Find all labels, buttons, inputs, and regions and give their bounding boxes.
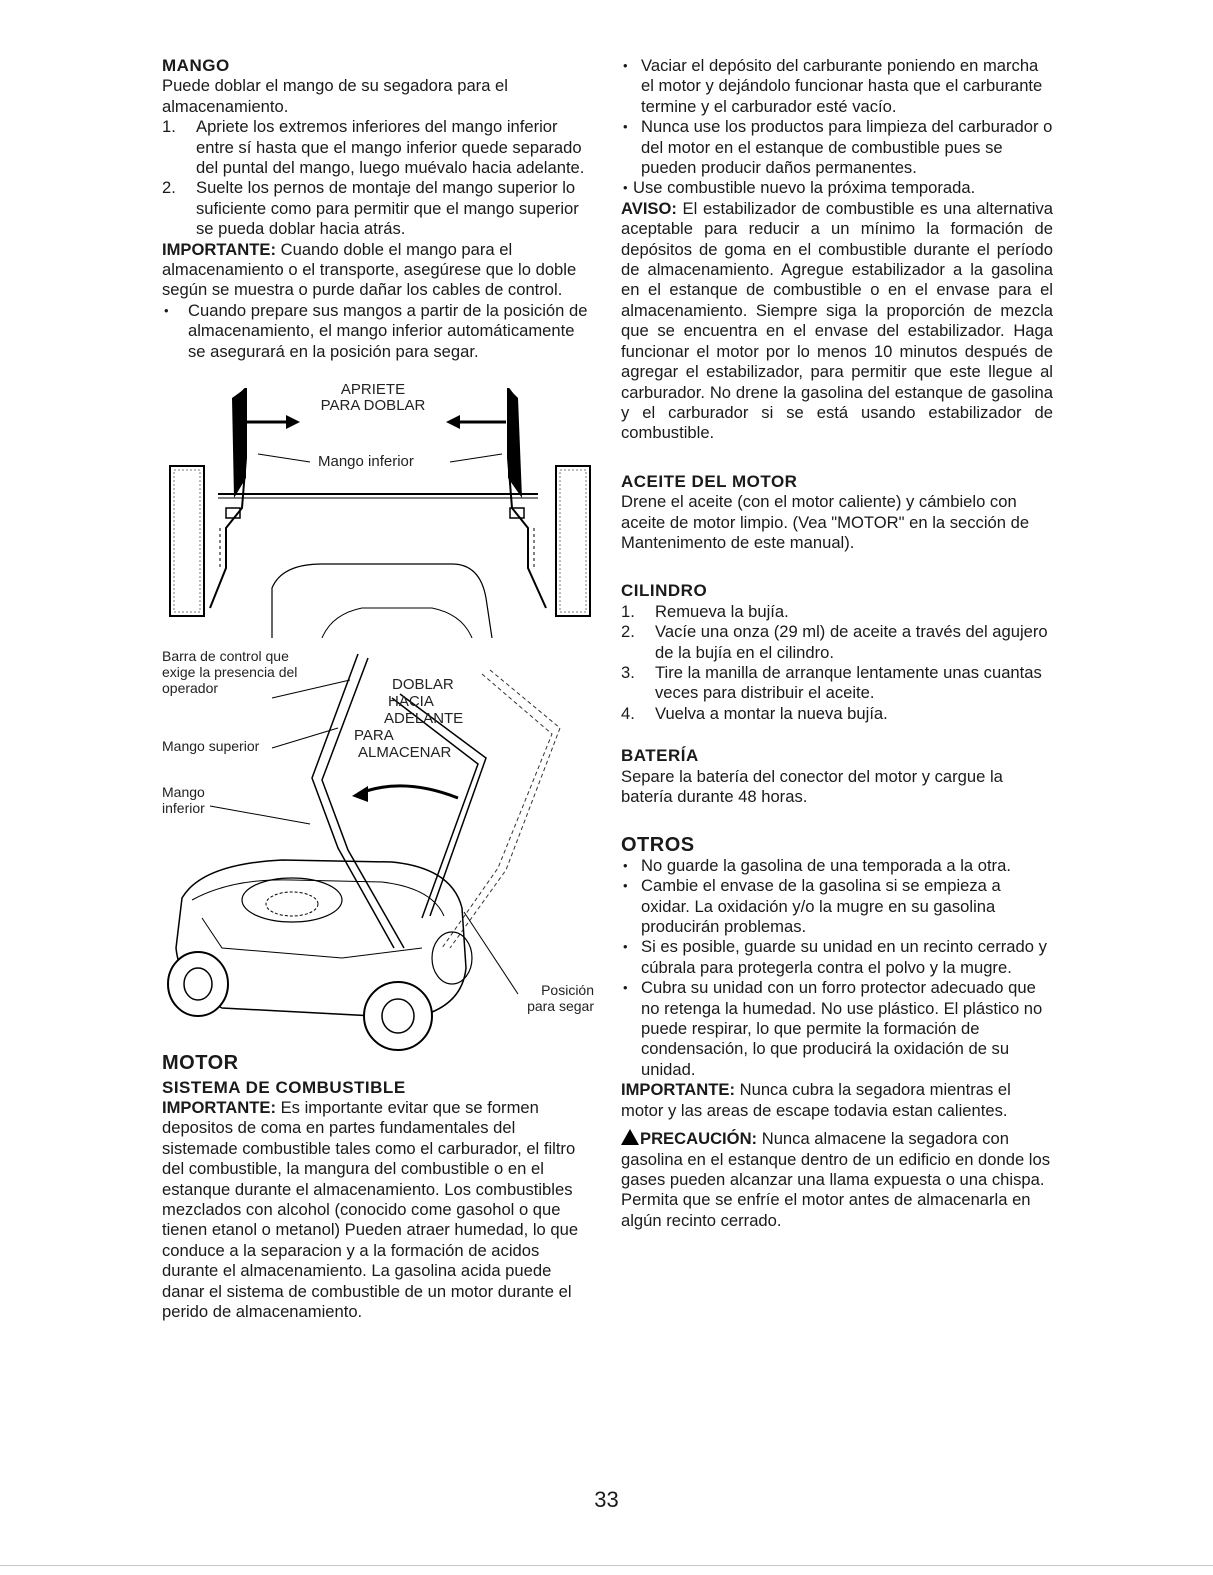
cilindro-step (621, 602, 1053, 622)
step-text: Tire la manilla de arranque lentamente unas cuantas veces para distribuir el aceite. (655, 662, 1042, 703)
warning-icon (621, 1129, 639, 1145)
otros-bullet (621, 876, 1053, 937)
right-column (621, 56, 1053, 1231)
precaucion-label: PRECAUCIÓN: (640, 1129, 758, 1149)
motor-heading: MOTOR (162, 1052, 239, 1075)
sistema-text: Es importante evitar que se formen depositos de coma en partes fundamentales del sistemade combustible tales como el carburador, el filtro del combustible, la mangura del combustible o en el estanque durante el almacenamiento. Los combustibles mezclados con alcohol (conocido come gasohol o que tienen etanol o metanol) Pueden atraer humedad, lo que conduce a la separacion y a la formación de acidos durante el almacenamiento. La gasolina acida puede danar el sistema de combustible de un motor durante el perido de almacenamiento. (162, 1097, 579, 1321)
aceite-paragraph: Drene el aceite (con el motor caliente) y cámbielo con aceite de motor limpio. (Vea "MOTOR" en la sección de Mantenimento de este manual). (621, 492, 1030, 552)
bullet-text: Cuando prepare sus mangos a partir de la posición de almacenamiento, el mango inferior automáticamente se asegurará en la posición para segar. (188, 300, 588, 361)
cilindro-heading: CILINDRO (621, 581, 708, 601)
doblar-line: DOBLAR (392, 676, 454, 694)
step-text: Vacíe una onza (29 ml) de aceite a través del agujero de la bujía en el cilindro. (655, 622, 1048, 662)
barra-line: Barra de control que (162, 648, 289, 665)
sistema-paragraph (162, 1098, 594, 1322)
barra-control-label (162, 648, 297, 696)
storage-bullet (621, 56, 1053, 117)
importante-label: IMPORTANTE: (162, 239, 276, 259)
importante-2-label: IMPORTANTE: (621, 1080, 735, 1100)
sistema-heading: SISTEMA DE COMBUSTIBLE (162, 1077, 406, 1097)
handle-squeeze-illustration (162, 388, 602, 638)
mango-heading: MANGO (162, 56, 230, 75)
otros-bullet (621, 856, 1053, 876)
bullet-text: Cambie el envase de la gasolina si se empieza a oxidar. La oxidación y/o la mugre en su gasolina producirán problemas. (641, 876, 1001, 937)
mango-superior-label: Mango superior (162, 738, 260, 755)
handle-squeeze-figure (162, 381, 602, 638)
step-text: Apriete los extremos inferiores del mango inferior entre sí hasta que el mango inferior quede separado del puntal del mango, luego muévalo hacia adelante. (196, 117, 585, 178)
bullet-text: Vaciar el depósito del carburante poniendo en marcha el motor y dejándolo funcionar hasta que el carburante termine y el carburador esté vacío. (641, 56, 1043, 116)
importante-text: Cuando doble el mango para el almacenamiento o el transporte, asegúrese que lo doble según se muestra o purde dañar los cables de control. (162, 239, 577, 300)
step-number: 1. (621, 601, 635, 621)
apriete-line: APRIETE (340, 381, 406, 399)
cilindro-step (621, 622, 1053, 663)
aviso-paragraph (621, 199, 1053, 444)
precaucion-text: Nunca almacene la segadora con gasolina en el estanque dentro de un edificio en donde los gases pueden alcanzar una llama expuesta o una chispa. Permita que se enfríe el motor antes de almacenarla en algún recinto cerrado. (621, 1129, 1050, 1230)
otros-heading: OTROS (621, 834, 695, 857)
doblar-line: HACIA (388, 693, 434, 711)
mango-inferior-label: Mango inferior (318, 453, 414, 471)
bullet-text: Use combustible nuevo la próxima temporada. (633, 178, 976, 198)
posicion-line: para segar (527, 998, 594, 1015)
step-text: Remueva la bujía. (655, 601, 789, 621)
sistema-label: IMPORTANTE: (162, 1097, 276, 1117)
posicion-line: Posición (541, 982, 594, 999)
apriete-label (308, 382, 438, 414)
bullet-text: Cubra su unidad con un forro protector adecuado que no retenga la humedad. No use plástico. El plástico no puede respirar, lo que permite la formación de condensación, lo que producirá la oxidación de su unidad. (641, 978, 1043, 1079)
bottom-rule (0, 1565, 1213, 1566)
step-number: 3. (621, 662, 635, 682)
precaucion-paragraph (621, 1129, 1053, 1231)
page-number: 33 (594, 1487, 619, 1512)
mango-inferior-label-2 (162, 784, 205, 816)
otros-bullet (621, 978, 1053, 1080)
doblar-line: ALMACENAR (358, 744, 452, 762)
aviso-label: AVISO: (621, 198, 677, 218)
step-number: 2. (162, 178, 176, 198)
storage-bullet (621, 178, 1053, 198)
importante-2-text: Nunca cubra la segadora mientras el motor y las areas de escape todavia estan calientes. (621, 1080, 1011, 1120)
doblar-label (354, 676, 463, 761)
cilindro-step (621, 663, 1053, 704)
left-column (162, 56, 594, 1322)
doblar-line: ADELANTE (384, 710, 464, 728)
bullet-text: No guarde la gasolina de una temporada a la otra. (641, 855, 1011, 875)
step-number: 4. (621, 703, 635, 723)
barra-line: exige la presencia del (162, 664, 298, 681)
posicion-label (510, 982, 594, 1014)
apriete-line: PARA DOBLAR (320, 397, 426, 415)
mango-intro: Puede doblar el mango de su segadora para el almacenamiento. (162, 76, 508, 116)
aviso-text: El estabilizador de combustible es una alternativa aceptable para reducir a un mínimo la formación de depósitos de goma en el combustible durante el período de almacenamiento. Agregue estabilizador a la gasolina en el estanque de combustible o en el envase para el almacenamiento. Siempre siga la proporción de mezcla que se encuentra en el envase del estabilizador. Haga funcionar el motor por lo menos 10 minutos después de agregar el estabilizador, para permitir que este llegue al carburador. No drene la gasolina del estanque de gasolina y el carburador si se está usando estabilizador de combustible. (621, 198, 1053, 443)
doblar-line: PARA (354, 727, 394, 745)
step-number: 2. (621, 622, 635, 642)
storage-bullet (621, 117, 1053, 178)
importante-2-paragraph (621, 1080, 1053, 1121)
step-text: Vuelva a montar la nueva bujía. (655, 703, 888, 723)
bateria-heading: BATERÍA (621, 746, 699, 766)
cilindro-step (621, 704, 1053, 724)
step-number: 1. (162, 117, 176, 137)
importante-paragraph (162, 240, 594, 301)
mango-step (162, 178, 594, 239)
bullet-text: Si es posible, guarde su unidad en un recinto cerrado y cúbrala para protegerla contra el polvo y la mugre. (641, 937, 1047, 977)
barra-line: operador (162, 680, 219, 697)
mango-step (162, 117, 594, 178)
bateria-paragraph: Separe la batería del conector del motor y cargue la batería durante 48 horas. (621, 766, 1003, 806)
fold-handle-figure (162, 648, 602, 1053)
bullet-text: Nunca use los productos para limpieza del carburador o del motor en el estanque de combustible pues se pueden producir daños permanentes. (641, 117, 1053, 178)
step-text: Suelte los pernos de montaje del mango superior lo suficiente como para permitir que el mango superior se pueda doblar hacia atrás. (196, 178, 579, 239)
mango-bullet (162, 301, 594, 362)
aceite-heading: ACEITE DEL MOTOR (621, 471, 798, 491)
otros-bullet (621, 937, 1053, 978)
mango-inf-line: Mango (162, 784, 205, 801)
mango-inf-line: inferior (162, 800, 205, 817)
